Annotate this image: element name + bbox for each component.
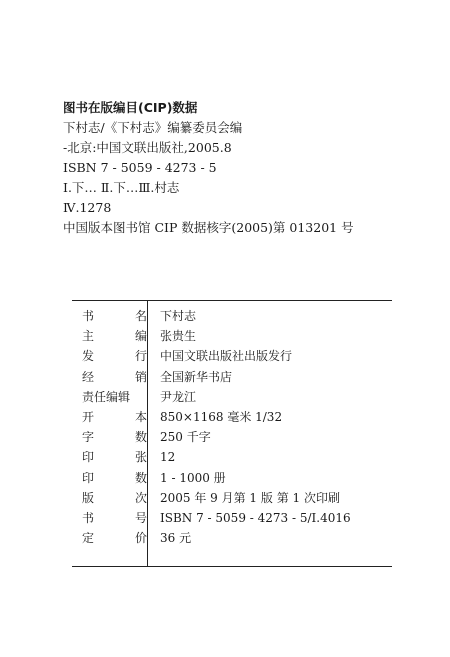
copyright-table xyxy=(72,306,392,548)
table-row xyxy=(72,326,392,346)
row-label xyxy=(82,488,147,508)
table-row xyxy=(72,367,392,387)
label-char: 书 xyxy=(82,309,95,323)
label-char: 名 xyxy=(134,309,147,323)
label-char: 编 xyxy=(134,329,147,344)
label-char: 书 xyxy=(82,510,95,525)
label-char: 定 xyxy=(82,531,95,546)
label-char: 价 xyxy=(134,531,147,546)
label-char: 主 xyxy=(82,329,95,344)
table-row xyxy=(72,306,392,326)
label-char: 印 xyxy=(82,470,95,485)
row-value: 1 - 1000 册 xyxy=(160,470,226,485)
label-char: 字 xyxy=(82,430,95,445)
row-value: 中国文联出版社出版发行 xyxy=(160,349,293,364)
row-label xyxy=(82,447,147,467)
label-char: 发 xyxy=(82,349,95,364)
table-row xyxy=(72,528,392,548)
label-char: 版 xyxy=(82,490,95,505)
label-char: 印 xyxy=(82,450,95,465)
cip-block xyxy=(63,98,354,238)
table-row xyxy=(72,488,392,508)
row-label xyxy=(82,508,147,528)
row-value: ISBN 7 - 5059 - 4273 - 5/I.4016 xyxy=(160,510,351,525)
row-value: 全国新华书店 xyxy=(160,369,233,384)
table-row xyxy=(72,387,392,407)
label-char: 经 xyxy=(82,369,95,384)
row-label xyxy=(82,528,147,548)
label-char: 数 xyxy=(134,430,147,445)
label-char: 责任编辑 xyxy=(82,389,131,404)
row-label xyxy=(82,407,147,427)
cip-classification-line: Ⅳ.1278 xyxy=(63,200,112,215)
table-row xyxy=(72,427,392,447)
table-bottom-rule xyxy=(72,566,392,567)
row-label xyxy=(82,326,147,346)
table-row xyxy=(72,468,392,488)
row-value: 36 元 xyxy=(160,531,192,546)
label-char: 次 xyxy=(134,490,147,505)
label-char: 号 xyxy=(134,510,147,525)
label-char: 数 xyxy=(134,470,147,485)
table-row xyxy=(72,447,392,467)
cip-subject-line: Ⅰ.下… Ⅱ.下…Ⅲ.村志 xyxy=(63,180,180,195)
row-label xyxy=(82,427,147,447)
row-value: 下村志 xyxy=(160,309,197,323)
label-char: 销 xyxy=(134,369,147,384)
row-label xyxy=(82,387,147,407)
row-value: 张贵生 xyxy=(160,329,197,344)
row-value: 2005 年 9 月第 1 版 第 1 次印刷 xyxy=(160,490,340,505)
cip-heading: 图书在版编目(CIP)数据 xyxy=(63,100,198,115)
row-value: 850×1168 毫米 1/32 xyxy=(160,409,283,424)
label-char: 张 xyxy=(134,450,147,465)
label-char: 行 xyxy=(134,349,147,364)
row-value: 尹龙江 xyxy=(160,389,197,404)
row-label xyxy=(82,367,147,387)
row-label xyxy=(82,306,147,326)
label-char: 本 xyxy=(134,409,147,424)
row-value: 250 千字 xyxy=(160,430,211,445)
table-row xyxy=(72,346,392,366)
cip-title-line: 下村志/《下村志》编纂委员会编 xyxy=(63,120,243,135)
row-value: 12 xyxy=(160,450,176,465)
table-row xyxy=(72,508,392,528)
table-row xyxy=(72,407,392,427)
cip-record-number-line: 中国版本图书馆 CIP 数据核字(2005)第 013201 号 xyxy=(63,220,354,235)
row-label xyxy=(82,468,147,488)
cip-publisher-line: -北京:中国文联出版社,2005.8 xyxy=(63,140,232,155)
label-char: 开 xyxy=(82,409,95,424)
row-label xyxy=(82,346,147,366)
cip-isbn-line: ISBN 7 - 5059 - 4273 - 5 xyxy=(63,160,217,175)
table-top-rule xyxy=(72,300,392,301)
